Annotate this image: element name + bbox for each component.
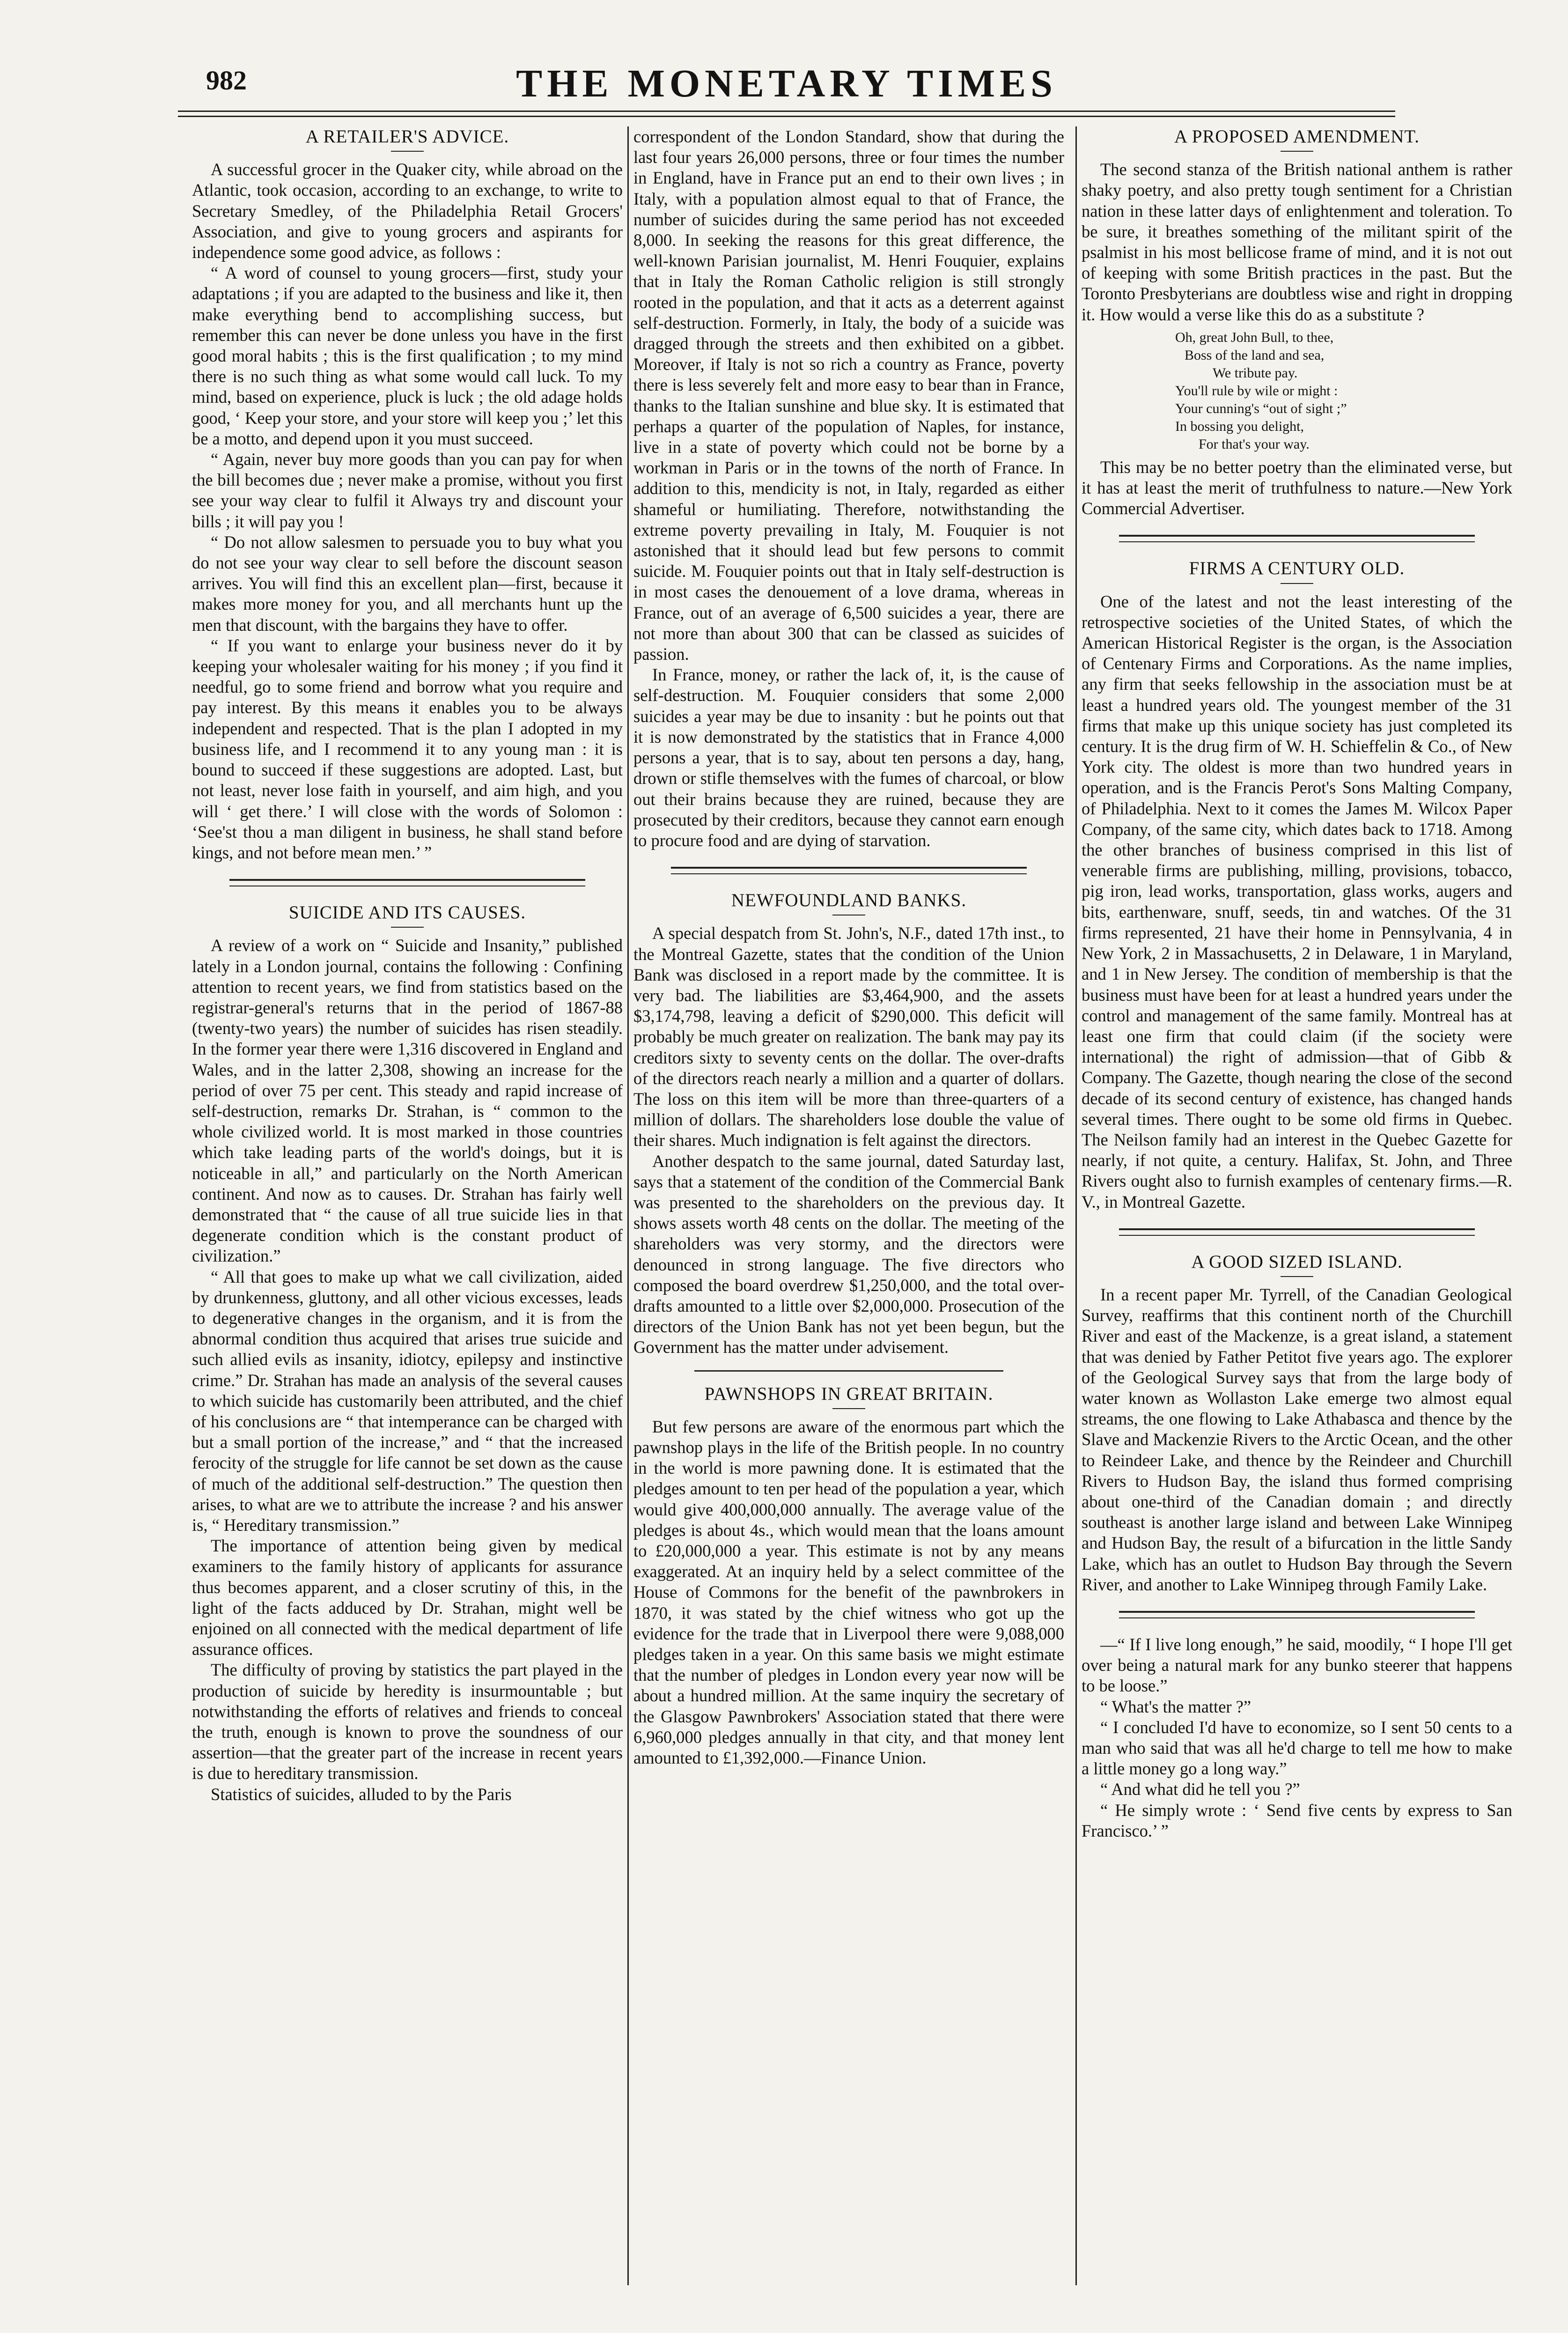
article-separator — [229, 879, 585, 886]
verse-line: We tribute pay. — [1213, 365, 1298, 381]
verse-line: In bossing you delight, — [1175, 418, 1304, 434]
article-paragraph: A successful grocer in the Quaker city, while abroad on the Atlantic, took occasion, according to an exchange, to write to Secretary Smedley, of the Philadelphia Retail Grocers' Association, and give to young grocers and aspirants for independence some good advice, as follows : — [192, 160, 623, 262]
article-paragraph: The difficulty of proving by statistics the part played in the production of suicide by heredity is insurmountable ; but notwithstanding the efforts of relatives and friends to conceal the truth, enough is known to prove the soundness of our assertion—that the greater part of the increase in recent years is due to hereditary transmission. — [192, 1660, 623, 1783]
masthead — [178, 61, 1395, 112]
article-paragraph: A review of a work on “ Suicide and Insanity,” published lately in a London journal, contains the following : Confining attention to recent years, we find from statistics based on the registrar-general's returns that in the period of 1867-88 (twenty-two years) the number of suicides has risen steadily. In the former year there were 1,316 discovered in England and Wales, and in the latter 2,308, showing an increase for the period of over 75 per cent. This steady and rapid increase of self-destruction, remarks Dr. Strahan, is “ common to the whole civilized world. It is most marked in those countries which take leading parts of the world's doings, but it is noticeable in all,” and particularly on the North American continent. And now as to causes. Dr. Strahan has fairly well demonstrated that “ the cause of all true suicide lies in that degenerate condition which is the constant product of civilization.” — [192, 936, 623, 1266]
verse — [1175, 329, 1512, 453]
verse-line: You'll rule by wile or might : — [1175, 383, 1338, 399]
paper-title: THE MONETARY TIMES — [516, 62, 1057, 105]
article-paragraph: “ A word of counsel to young grocers—first, study your adaptations ; if you are adapted to the business and like it, then make everything bend to accomplishing success, but remember this can never be done unless you have in the first good moral habits ; this is the first qualification ; to my mind there is no such thing as what some would call luck. To my mind, based on experience, pluck is luck ; the old adage holds good, ‘ Keep your store, and your store will keep you ;’ let this be a motto, and depend upon it you must succeed. — [192, 263, 623, 448]
article-separator — [1119, 1228, 1475, 1236]
article-paragraph: One of the latest and not the least interesting of the retrospective societies of the United States, of which the American Historical Register is the organ, is the Association of Centenary Firms and Corporations. As the name implies, any firm that seeks fellowship in the association must be at least a hundred years old. The youngest member of the 31 firms that make up this unique society has just completed its century. It is the drug firm of W. H. Schieffelin & Co., of New York city. The oldest is more than two hundred years in operation, and is the Francis Perot's Sons Malting Company, of Philadelphia. Next to it comes the James M. Wilcox Paper Company, of the same city, which dates back to 1718. Among the other branches of business comprised in this list of venerable firms are publishing, milling, provisions, tobacco, pig iron, lead works, transportation, glass works, augers and bits, earthenware, snuff, seeds, tin and watches. Of the 31 firms represented, 21 have their home in Pennsylvania, 4 in New York, 2 in Massachusetts, 2 in Delaware, 1 in Maryland, and 1 in New Jersey. The condition of membership is that the business must have been for at least a hundred years under the control and management of the same family. Montreal has at least one firm that could claim (if the society were international) the right of admission—that of Gibb & Company. The Gazette, though nearing the close of the second decade of its second century of existence, has changed hands several times. There ought to be some old firms in Quebec. The Neilson family had an interest in the Quebec Gazette for nearly, if not quite, a century. Halifax, St. John, and Three Rivers ought also to furnish examples of centenary firms.—R. V., in Montreal Gazette. — [1082, 591, 1512, 1211]
article-paragraph: In a recent paper Mr. Tyrrell, of the Canadian Geological Survey, reaffirms that this continent north of the Churchill River and east of the Mackenze, is a great island, a statement that was denied by Father Petitot five years ago. The explorer of the Geological Survey says that from the large body of water known as Wollaston Lake emerge two almost equal streams, the one flowing to Lake Athabasca and thence by the Slave and Mackenzie Rivers to the Arctic Ocean, and the other to Reindeer Lake, and thence by the Reindeer and Churchill Rivers to Hudson Bay, the island thus formed comprising about one-third of the Canadian domain ; and directly southeast is another large island and between Lake Winnipeg and Hudson Bay, the result of a bifurcation in the little Sandy Lake, which has an outlet to Hudson Bay through the Severn River, and another to Lake Winnipeg through Family Lake. — [1082, 1285, 1512, 1594]
article-paragraph: “ All that goes to make up what we call civilization, aided by drunkenness, gluttony, and all other vicious excesses, leads to degenerative changes in the organism, and it is from the abnormal condition thus acquired that arises true suicide and such allied evils as insanity, idiotcy, epilepsy and instinctive crime.” Dr. Strahan has made an analysis of the several causes to which suicide has customarily been attributed, and the chief of his conclusions are “ that intemperance can be charged with but a small portion of the increase,” and “ that the increased ferocity of the struggle for life cannot be set down as the cause of much of the additional self-destruction.” The question then arises, to what are we to attribute the increase ? and his answer is, “ Hereditary transmission.” — [192, 1267, 623, 1535]
title-dash — [1281, 583, 1313, 584]
verse-line: Your cunning's “out of sight ;” — [1175, 400, 1347, 416]
title-dash — [832, 1408, 865, 1409]
title-dash — [1281, 151, 1313, 152]
article-paragraph: Another despatch to the same journal, dated Saturday last, says that a statement of the condition of the Commercial Bank was presented to the shareholders on the previous day. It shows assets worth 48 cents on the dollar. The meeting of the shareholders was very stormy, and the directors were denounced in strong language. The five directors who composed the board overdrew $1,250,000, and the total over-drafts amounted to a little over $2,000,000. Prosecution of the directors of the Union Bank has not yet been begun, but the Government has the matter under advisement. — [633, 1151, 1064, 1357]
article-paragraph: The importance of attention being given by medical examiners to the family history of applicants for assurance thus becomes apparent, and a closer scrutiny of this, in the light of the facts adduced by Dr. Strahan, might well be enjoined on all connected with the medical department of life assurance offices. — [192, 1536, 623, 1659]
article-separator — [694, 1370, 1003, 1372]
article-paragraph: —“ If I live long enough,” he said, moodily, “ I hope I'll get over being a natural mark for any bunko steerer that happens to be loose.” — [1082, 1634, 1512, 1696]
article-separator — [671, 867, 1027, 874]
article-paragraph: “ What's the matter ?” — [1100, 1697, 1251, 1716]
newfoundland-title: NEWFOUNDLAND BANKS. — [731, 890, 967, 911]
retailer-title: A RETAILER'S ADVICE. — [305, 126, 509, 147]
page-number: 982 — [206, 65, 247, 96]
article-paragraph: The second stanza of the British national anthem is rather shaky poetry, and also pretty tough sentiment for a Christian nation in these latter days of enlightenment and toleration. To be sure, it breathes something of the militant spirit of the psalmist in his most bellicose frame of mind, and it is not out of keeping with some British practices in the past. But the Toronto Presbyterians are doubtless wise and right in dropping it. How would a verse like this do as a substitute ? — [1082, 160, 1512, 324]
masthead-rule — [178, 111, 1395, 117]
article-separator — [1119, 535, 1475, 542]
column-2 — [633, 126, 1064, 2281]
amendment-title: A PROPOSED AMENDMENT. — [1174, 126, 1420, 147]
column-1 — [192, 126, 623, 2281]
article-paragraph: “ Again, never buy more goods than you can pay for when the bill becomes due ; never make a promise, without you first see your way clear to fulfil it Always try and discount your bills ; it will pay you ! — [192, 450, 623, 531]
title-dash — [1281, 1276, 1313, 1277]
verse-line: For that's your way. — [1199, 436, 1310, 452]
suicide-title: SUICIDE AND ITS CAUSES. — [288, 902, 526, 923]
article-paragraph: Statistics of suicides, alluded to by the Paris — [211, 1784, 512, 1804]
article-paragraph: “ And what did he tell you ?” — [1100, 1779, 1300, 1799]
article-paragraph: correspondent of the London Standard, show that during the last four years 26,000 persons, three or four times the number in England, have in France put an end to their own lives ; in Italy, with a population almost equal to that of France, the number of suicides during the same period has not exceeded 8,000. In seeking the reasons for this great difference, the well-known Parisian journalist, M. Henri Fouquier, explains that in Italy the Roman Catholic religion is still strongly rooted in the population, and that it acts as a deterrent against self-destruction. Formerly, in Italy, the body of a suicide was dragged through the streets and then exhibited on a gibbet. Moreover, if Italy is not so rich a country as France, poverty there is less severely felt and more easy to bear than in France, thanks to the Italian sunshine and blue sky. It is estimated that perhaps a quarter of the population of Naples, for instance, live in a state of poverty which could not be borne by a workman in Paris or in the towns of the north of France. In addition to this, mendicity is not, in Italy, regarded as either shameful or humiliating. Therefore, notwithstanding the extreme poverty prevailing in Italy, M. Fouquier is not astonished that it should lead but few persons to commit suicide. M. Fouquier points out that in Italy self-destruction is in most cases the denouement of a love drama, whereas in France, out of an average of 6,500 suicides a year, there are not more than about 300 that can be classed as suicides of passion. — [633, 127, 1064, 664]
column-divider-2 — [1075, 126, 1077, 2285]
article-paragraph: But few persons are aware of the enormous part which the pawnshop plays in the life of the British people. In no country in the world is more pawning done. It is estimated that the pledges amount to ten per head of the population a year, which would give 400,000,000 annually. The average value of the pledges is about 4s., which would mean that the loans amount to £20,000,000 a year. This estimate is not by any means exaggerated. At an inquiry held by a select committee of the House of Commons for the benefit of the pawnbrokers in 1870, it was stated by the chief witness who got up the evidence for the trade that in Liverpool there were 9,088,000 pledges taken in a year. On this same basis we might estimate that the number of pledges in London every year now will be about a hundred million. At the same inquiry the secretary of the Glasgow Pawnbrokers' Association stated that there were 6,960,000 pledges annually in that city, and that money lent amounted to £1,392,000.—Finance Union. — [633, 1417, 1064, 1768]
title-dash — [391, 927, 424, 928]
article-paragraph: In France, money, or rather the lack of, it, is the cause of self-destruction. M. Fouquier considers that some 2,000 suicides a year may be due to insanity : but he points out that it is now demonstrated by the statistics that in France 4,000 persons a year, that is to say, about ten persons a day, hang, drown or stifle themselves with the fumes of charcoal, or blow out their brains because they are ruined, because they are prosecuted by their creditors, because they cannot earn enough to procure food and are dying of starvation. — [633, 665, 1064, 850]
verse-line: Boss of the land and sea, — [1185, 347, 1325, 363]
article-paragraph: “ I concluded I'd have to economize, so I sent 50 cents to a man who said that was all he'd charge to tell me how to make a little money go a long way.” — [1082, 1717, 1512, 1779]
column-divider-1 — [627, 126, 629, 2285]
island-title: A GOOD SIZED ISLAND. — [1191, 1251, 1403, 1272]
article-paragraph: “ If you want to enlarge your business never do it by keeping your wholesaler waiting for his money ; if you find it needful, go to some friend and borrow what you require and pay interest. By this means it enables you to be always independent and respected. That is the plan I adopted in my business life, and I recommend it to any young man : it is bound to succeed if these suggestions are adopted. Last, but not least, never lose faith in yourself, and aim high, and you will ‘ get there.’ I will close with the words of Solomon : ‘See'st thou a man diligent in business, he shall stand before kings, and not before mean men.’ ” — [192, 635, 623, 862]
article-separator — [1119, 1611, 1475, 1618]
article-paragraph: “ He simply wrote : ‘ Send five cents by express to San Francisco.’ ” — [1082, 1800, 1512, 1840]
article-paragraph: A special despatch from St. John's, N.F., dated 17th inst., to the Montreal Gazette, states that the condition of the Union Bank was disclosed in a report made by the committee. It is very bad. The liabilities are $3,464,900, and the assets $3,174,798, leaving a deficit of $290,000. This deficit will probably be much greater on realization. The bank may pay its creditors sixty to seventy cents on the dollar. The over-drafts of the directors reach nearly a million and a quarter of dollars. The loss on this item will be more than three-quarters of a million of dollars. The shareholders lose double the value of their shares. Much indignation is felt against the directors. — [633, 923, 1064, 1150]
article-paragraph: “ Do not allow salesmen to persuade you to buy what you do not see your way clear to sell before the discount season arrives. You will find this an excellent plan—first, because it makes more money for you, and all merchants hunt up the men that discount, with the bargains they have to offer. — [192, 532, 623, 635]
article-paragraph: This may be no better poetry than the eliminated verse, but it has at least the merit of truthfulness to nature.—New York Commercial Advertiser. — [1082, 457, 1512, 518]
column-3 — [1082, 126, 1512, 2281]
verse-line: Oh, great John Bull, to thee, — [1175, 329, 1334, 345]
title-dash — [391, 151, 424, 152]
firms-title: FIRMS A CENTURY OLD. — [1189, 558, 1405, 579]
pawnshops-title: PAWNSHOPS IN GREAT BRITAIN. — [704, 1383, 994, 1404]
